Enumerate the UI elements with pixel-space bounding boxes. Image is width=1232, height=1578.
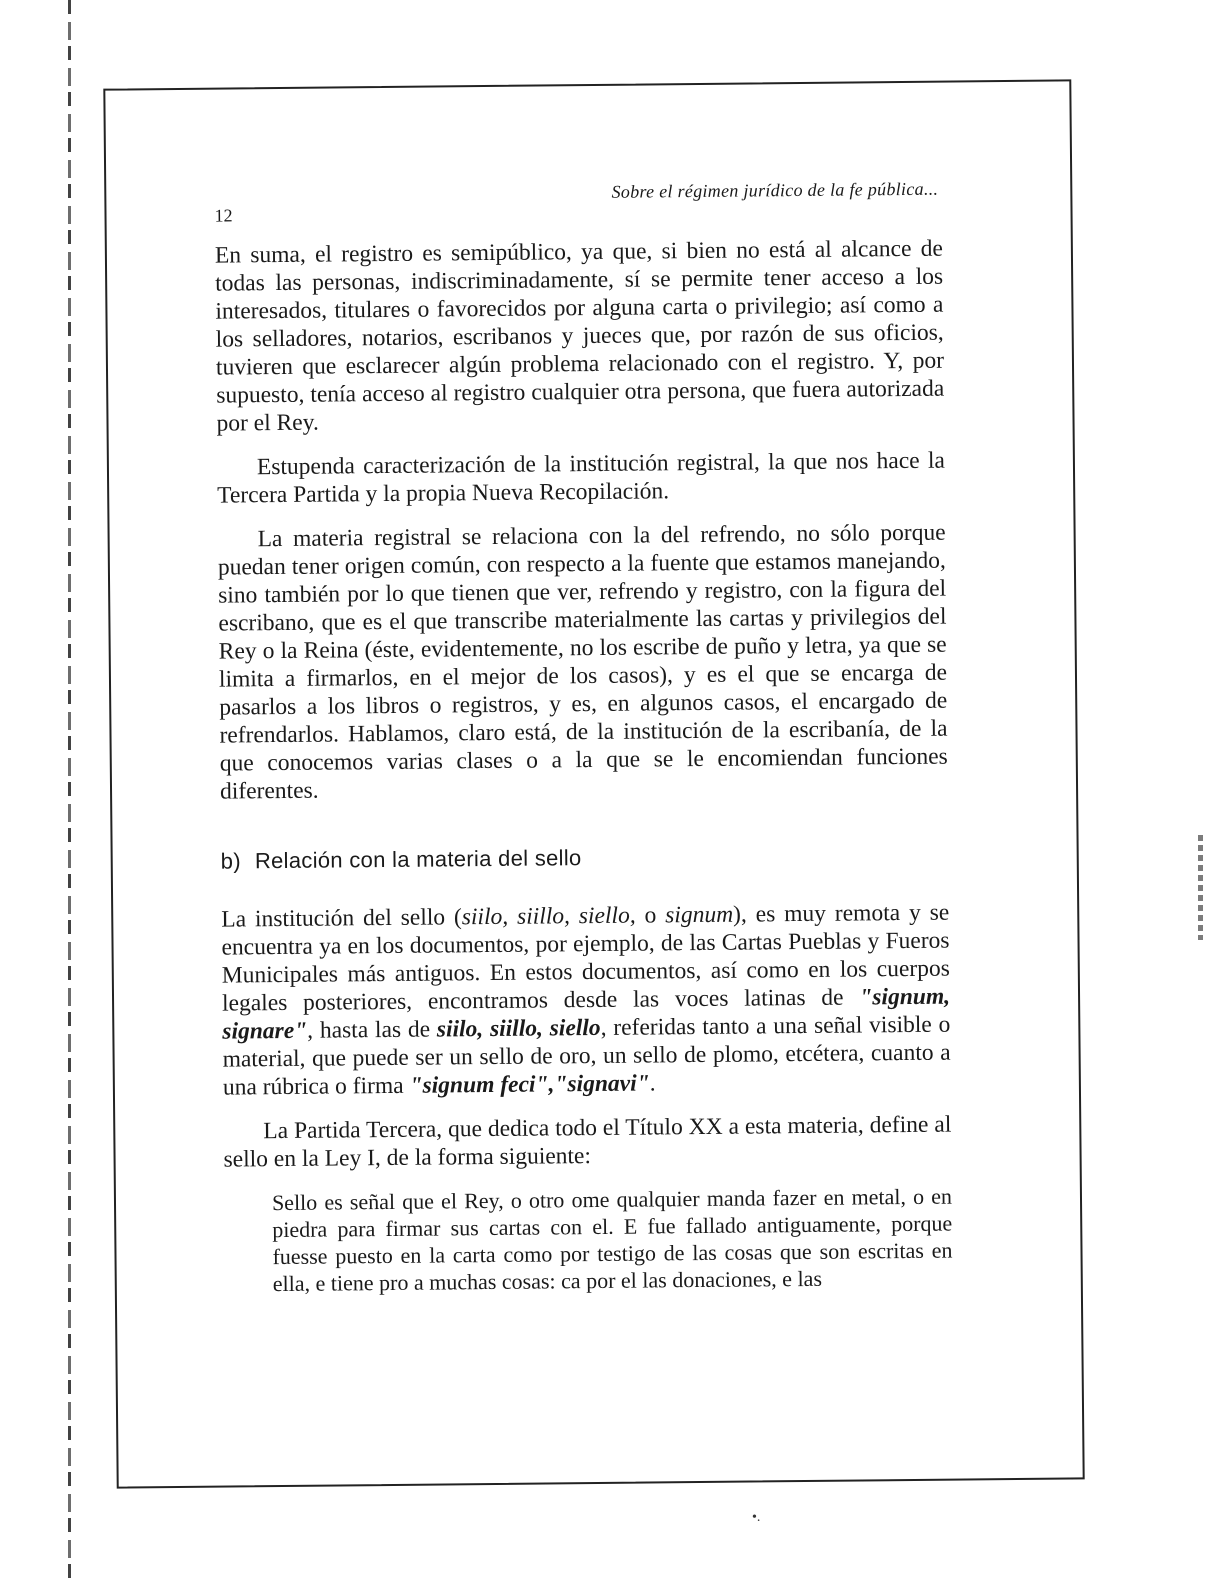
text-run: o <box>635 902 666 929</box>
text-run: La institución del sello ( <box>221 904 462 933</box>
scan-right-marks <box>1198 835 1203 940</box>
bold-italic-term: siilo, siillo, siello <box>436 1014 601 1043</box>
bold-italic-term: "signum, signare" <box>222 983 951 1045</box>
text-run: . <box>649 1070 656 1097</box>
paragraph-registro: En suma, el registro es semipúblico, ya que, si bien no está al alcance de todas las personas, indiscriminadamente, sí se permite tener acceso a los interesados, titulares o favorecidos por alguna carta o privilegio; así como a los selladores, notarios, escribanos y jueces que, por razón de sus oficios, tuvieren que esclarecer algún problema relacionado con el registro. Y, por supuesto, tenía acceso al registro cualquier otra persona, que fuera autorizada por el Rey. <box>214 235 945 437</box>
text-run: ), es muy remota y se encuentra ya en los documentos, por ejemplo, de las Cartas Pueblas y Fueros Municipales más antiguos. En estos documentos, así como en los cuerpos legales posteriores, encontramos desde las voces latinas de <box>221 899 950 1017</box>
page-frame <box>103 79 1084 1488</box>
section-heading <box>221 841 949 876</box>
scan-speck: •. <box>752 1510 761 1525</box>
paragraph-caracterizacion: Estupenda caracterización de la institución registral, la que nos hace la Tercera Partida y la propia Nueva Recopilación. <box>217 447 946 509</box>
scan-left-edge <box>68 0 71 1578</box>
bold-italic-term: "signum feci","signavi" <box>409 1070 650 1099</box>
block-quote: Sello es señal que el Rey, o otro ome qualquier manda fazer en metal, o en piedra para firmar sus cartas con el. E fue fallado antiguamente, porque fuesse puesto en la carta como por testigo de las cosas que son escritas en ella, e tiene pro a muchas cosas: ca por el las donaciones, e las <box>271 1183 953 1297</box>
italic-term: signum <box>665 901 734 929</box>
paragraph-partida: La Partida Tercera, que dedica todo el Título XX a esta materia, define al sello en la Ley I, de la forma siguiente: <box>223 1111 952 1173</box>
page-content <box>214 175 953 1314</box>
paragraph-sello <box>221 899 951 1102</box>
section-title: Relación con la materia del sello <box>254 845 582 874</box>
page-number: 12 <box>214 205 233 226</box>
italic-term: siilo, siillo, siello, <box>461 902 636 931</box>
text-run: , hasta las de <box>307 1016 437 1044</box>
section-marker: b) <box>220 848 242 874</box>
paragraph-materia-registral: La materia registral se relaciona con la del refrendo, no sólo porque puedan tener origen común, con respecto a la fuente que estamos manejando, sino también por lo que tienen que ver, refrendo y registro, con la figura del escribano, que es el que transcribe materialmente las cartas y privilegios del Rey o la Reina (éste, evidentemente, no los escribe de puño y letra, ya que se limita a firmarlos, en el mejor de los casos), y es el que se encarga de pasarlos a los libros o registros, y es, en algunos casos, el encargado de refrendarlos. Hablamos, claro está, de la institución de la escribanía, de la que conocemos varias clases o a la que se le encomiendan funciones diferentes. <box>217 519 948 805</box>
running-head: Sobre el régimen jurídico de la fe pública... <box>611 178 939 202</box>
text-run: , referidas tanto a una señal visible o material, que puede ser un sello de oro, un sello de plomo, etcétera, cuanto a una rúbrica o firma <box>222 1011 951 1101</box>
page-header <box>214 175 942 226</box>
